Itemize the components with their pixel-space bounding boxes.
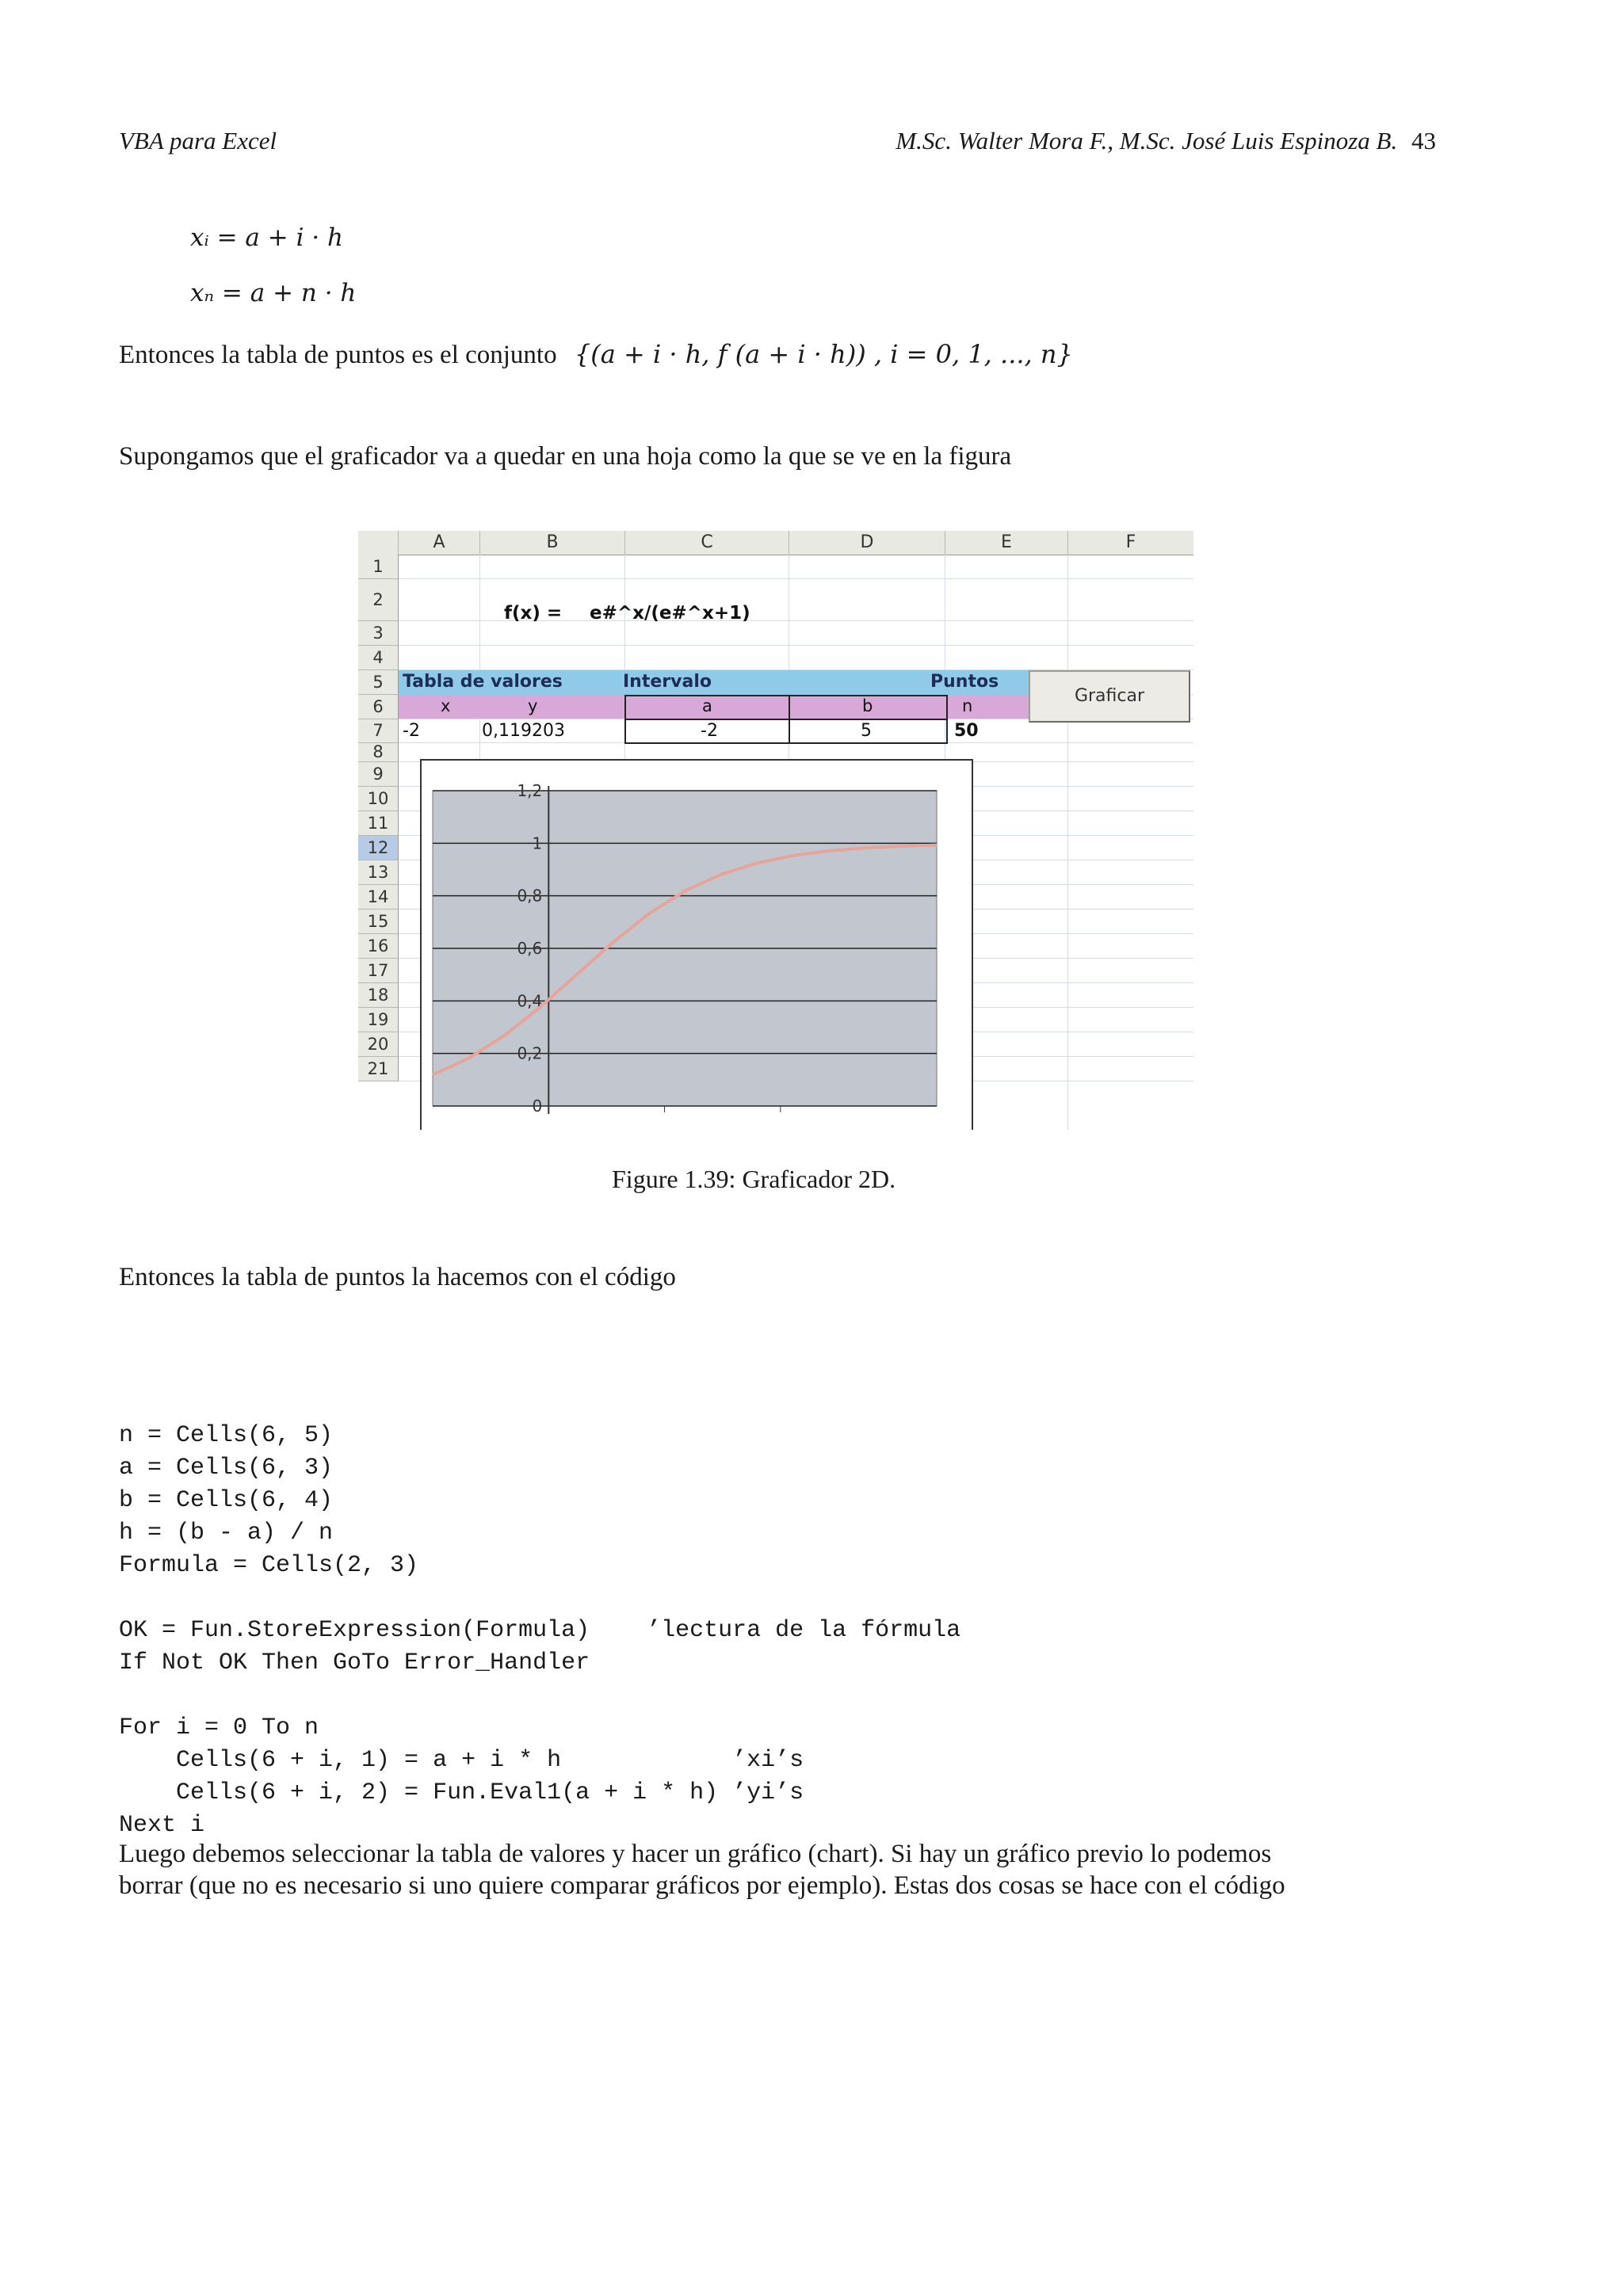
header-x: x	[441, 696, 451, 715]
y-tick-label: 0,6	[517, 939, 543, 958]
puntos-label: Puntos	[930, 672, 999, 692]
row-header-8: 8	[358, 743, 399, 762]
column-header-e: E	[945, 531, 1068, 555]
paragraph-text: Entonces la tabla de puntos es el conjunto	[119, 341, 557, 369]
column-header-c: C	[625, 531, 789, 555]
row-header-17: 17	[358, 959, 399, 983]
row-header-20: 20	[358, 1032, 399, 1057]
code-block	[119, 1355, 960, 1875]
fx-label: f(x) =	[504, 603, 563, 624]
y-tick-label: 0	[532, 1097, 543, 1116]
graficar-button[interactable]: Graficar	[1029, 670, 1190, 723]
header-a: a	[702, 696, 712, 715]
running-header-left: VBA para Excel	[119, 127, 277, 154]
code-line	[119, 1582, 960, 1615]
row-header-3: 3	[358, 621, 399, 646]
paragraph-chart-line1: Luego debemos seleccionar la tabla de valores y hacer un gráfico (chart). Si hay un gráfico previo lo podemos	[119, 1840, 1272, 1868]
value-n[interactable]: 50	[954, 721, 979, 741]
figure-caption: Figure 1.39: Graficador 2D.	[612, 1165, 896, 1193]
row-header-15: 15	[358, 910, 399, 934]
row-header-16: 16	[358, 934, 399, 959]
equation-xn: xₙ = a + n · h	[190, 279, 357, 307]
code-line: If Not OK Then GoTo Error_Handler	[119, 1650, 590, 1676]
code-line: b = Cells(6, 4)	[119, 1487, 334, 1514]
header-y: y	[528, 696, 538, 715]
y-tick-label: 1,2	[517, 781, 543, 800]
set-expression: {(a + i · h, f (a + i · h)) , i = 0, 1, ..., n}	[574, 339, 1073, 369]
row-header-5: 5	[358, 670, 399, 695]
code-line: h = (b - a) / n	[119, 1520, 334, 1547]
column-header-b: B	[480, 531, 625, 555]
paragraph-chart-line2: borrar (que no es necesario si uno quiere comparar gráficos por ejemplo). Estas dos cosas se hace con el código	[119, 1871, 1285, 1900]
code-line	[119, 1680, 960, 1712]
value-y[interactable]: 0,119203	[482, 721, 565, 741]
row-header-7: 7	[358, 719, 399, 743]
header-b: b	[862, 696, 873, 715]
row-header-9: 9	[358, 762, 399, 787]
row-header-12: 12	[358, 836, 399, 860]
equation-xi: xᵢ = a + i · h	[190, 223, 344, 252]
value-b[interactable]: 5	[861, 721, 872, 741]
column-header-d: D	[789, 531, 945, 555]
value-x[interactable]: -2	[403, 721, 420, 741]
column-header-f: F	[1068, 531, 1193, 555]
paragraph-graficador: Supongamos que el graficador va a quedar en una hoja como la que se ve en la figura	[119, 442, 1012, 471]
header-n: n	[962, 696, 973, 715]
column-header-a: A	[399, 531, 480, 555]
intervalo-label: Intervalo	[623, 672, 712, 692]
code-line: Cells(6 + i, 1) = a + i * h ’xi’s	[119, 1747, 804, 1774]
row-header-21: 21	[358, 1057, 399, 1081]
row-header-10: 10	[358, 787, 399, 811]
row-header-4: 4	[358, 646, 399, 670]
code-line: n = Cells(6, 5)	[119, 1422, 334, 1449]
header-authors: M.Sc. Walter Mora F., M.Sc. José Luis Espinoza B.	[896, 127, 1398, 154]
fx-formula-cell[interactable]: e#^x/(e#^x+1)	[590, 603, 750, 624]
value-a[interactable]: -2	[701, 721, 718, 741]
row-header-13: 13	[358, 860, 399, 885]
row-header-6: 6	[358, 695, 399, 719]
row-header-11: 11	[358, 811, 399, 836]
code-line: Next i	[119, 1812, 205, 1839]
row-header-18: 18	[358, 983, 399, 1008]
y-tick-label: 1	[532, 833, 543, 853]
corner-cell	[358, 531, 399, 555]
running-header-right	[896, 127, 1436, 155]
row-header-1: 1	[358, 555, 399, 579]
y-tick-label: 0,4	[517, 991, 543, 1011]
chart-svg	[422, 761, 968, 1130]
tabla-label: Tabla de valores	[403, 672, 563, 692]
code-line: a = Cells(6, 3)	[119, 1455, 334, 1482]
code-line: For i = 0 To n	[119, 1714, 319, 1741]
paragraph-points-set	[119, 339, 1073, 370]
paragraph-code-intro: Entonces la tabla de puntos la hacemos con el código	[119, 1263, 676, 1291]
row-header-19: 19	[358, 1008, 399, 1032]
row-header-14: 14	[358, 885, 399, 910]
code-line: Formula = Cells(2, 3)	[119, 1552, 419, 1579]
excel-screenshot-figure	[358, 531, 1193, 1130]
y-tick-label: 0,2	[517, 1043, 543, 1063]
code-line: Cells(6 + i, 2) = Fun.Eval1(a + i * h) ’yi’s	[119, 1779, 804, 1806]
code-line: OK = Fun.StoreExpression(Formula) ’lectura de la fórmula	[119, 1617, 961, 1644]
y-tick-label: 0,8	[517, 886, 543, 906]
page-number: 43	[1411, 127, 1436, 154]
row-header-2: 2	[358, 579, 399, 621]
